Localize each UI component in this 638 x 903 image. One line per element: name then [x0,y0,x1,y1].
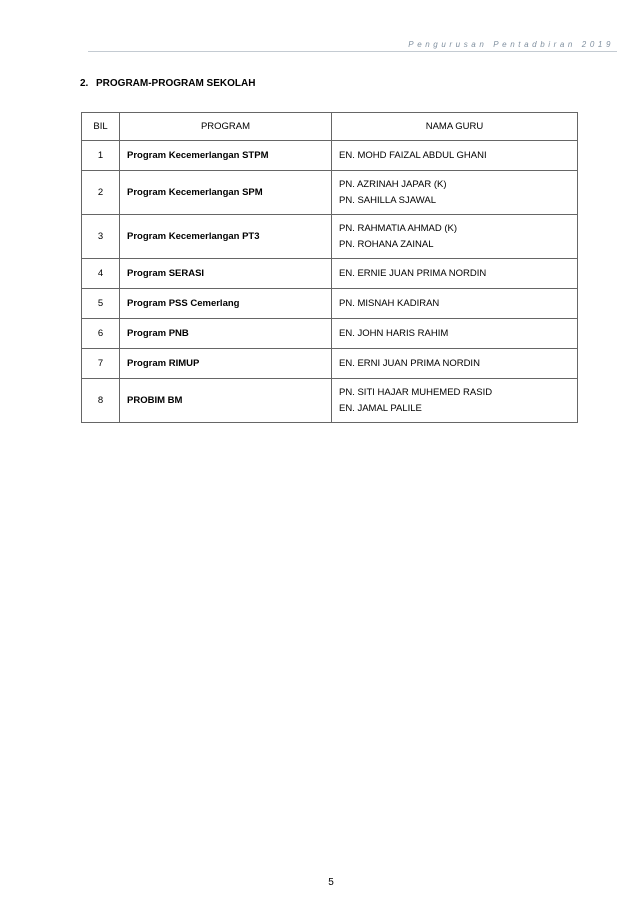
table-row [82,319,578,349]
teacher-name: PN. SAHILLA SJAWAL [339,194,436,206]
page-number: 5 [328,877,334,888]
table-row [82,379,578,423]
cell-program: Program Kecemerlangan PT3 [120,215,332,259]
section-title: PROGRAM-PROGRAM SEKOLAH [96,78,256,89]
column-header-program: PROGRAM [120,113,332,141]
table-row [82,259,578,289]
teacher-name: EN. MOHD FAIZAL ABDUL GHANI [339,149,487,161]
cell-nama-guru [332,289,578,319]
teacher-name: PN. RAHMATIA AHMAD (K) [339,222,458,234]
cell-bil: 8 [82,379,120,423]
table-header-row [82,113,578,141]
cell-bil: 1 [82,141,120,171]
table-row [82,349,578,379]
cell-program: Program Kecemerlangan SPM [120,171,332,215]
cell-program: Program PNB [120,319,332,349]
teacher-name: EN. ERNIE JUAN PRIMA NORDIN [339,267,487,279]
cell-nama-guru [332,215,578,259]
teacher-name: PN. ROHANA ZAINAL [339,238,434,250]
teacher-name: EN. JOHN HARIS RAHIM [339,327,449,339]
teacher-name: PN. AZRINAH JAPAR (K) [339,178,447,190]
table-row [82,171,578,215]
program-table [81,112,578,423]
cell-nama-guru [332,349,578,379]
cell-program: Program SERASI [120,259,332,289]
cell-bil: 3 [82,215,120,259]
cell-bil: 4 [82,259,120,289]
cell-nama-guru [332,141,578,171]
table-row [82,289,578,319]
cell-nama-guru [332,171,578,215]
teacher-name: PN. MISNAH KADIRAN [339,297,440,309]
section-number: 2. [80,78,89,89]
cell-bil: 5 [82,289,120,319]
cell-nama-guru [332,319,578,349]
column-header-bil: BIL [82,113,120,141]
table-row [82,141,578,171]
cell-nama-guru [332,379,578,423]
cell-nama-guru [332,259,578,289]
teacher-name: PN. SITI HAJAR MUHEMED RASID [339,386,493,398]
cell-bil: 2 [82,171,120,215]
teacher-name: EN. ERNI JUAN PRIMA NORDIN [339,357,480,369]
cell-program: Program Kecemerlangan STPM [120,141,332,171]
cell-program: Program RIMUP [120,349,332,379]
section-heading [80,78,255,89]
cell-program: PROBIM BM [120,379,332,423]
teacher-name: EN. JAMAL PALILE [339,402,422,414]
running-header-title: Pengurusan Pentadbiran 2019 [408,40,614,49]
cell-bil: 7 [82,349,120,379]
table-row [82,215,578,259]
table-body [82,141,578,423]
column-header-nama-guru: NAMA GURU [332,113,578,141]
cell-program: Program PSS Cemerlang [120,289,332,319]
header-divider [88,51,617,52]
cell-bil: 6 [82,319,120,349]
